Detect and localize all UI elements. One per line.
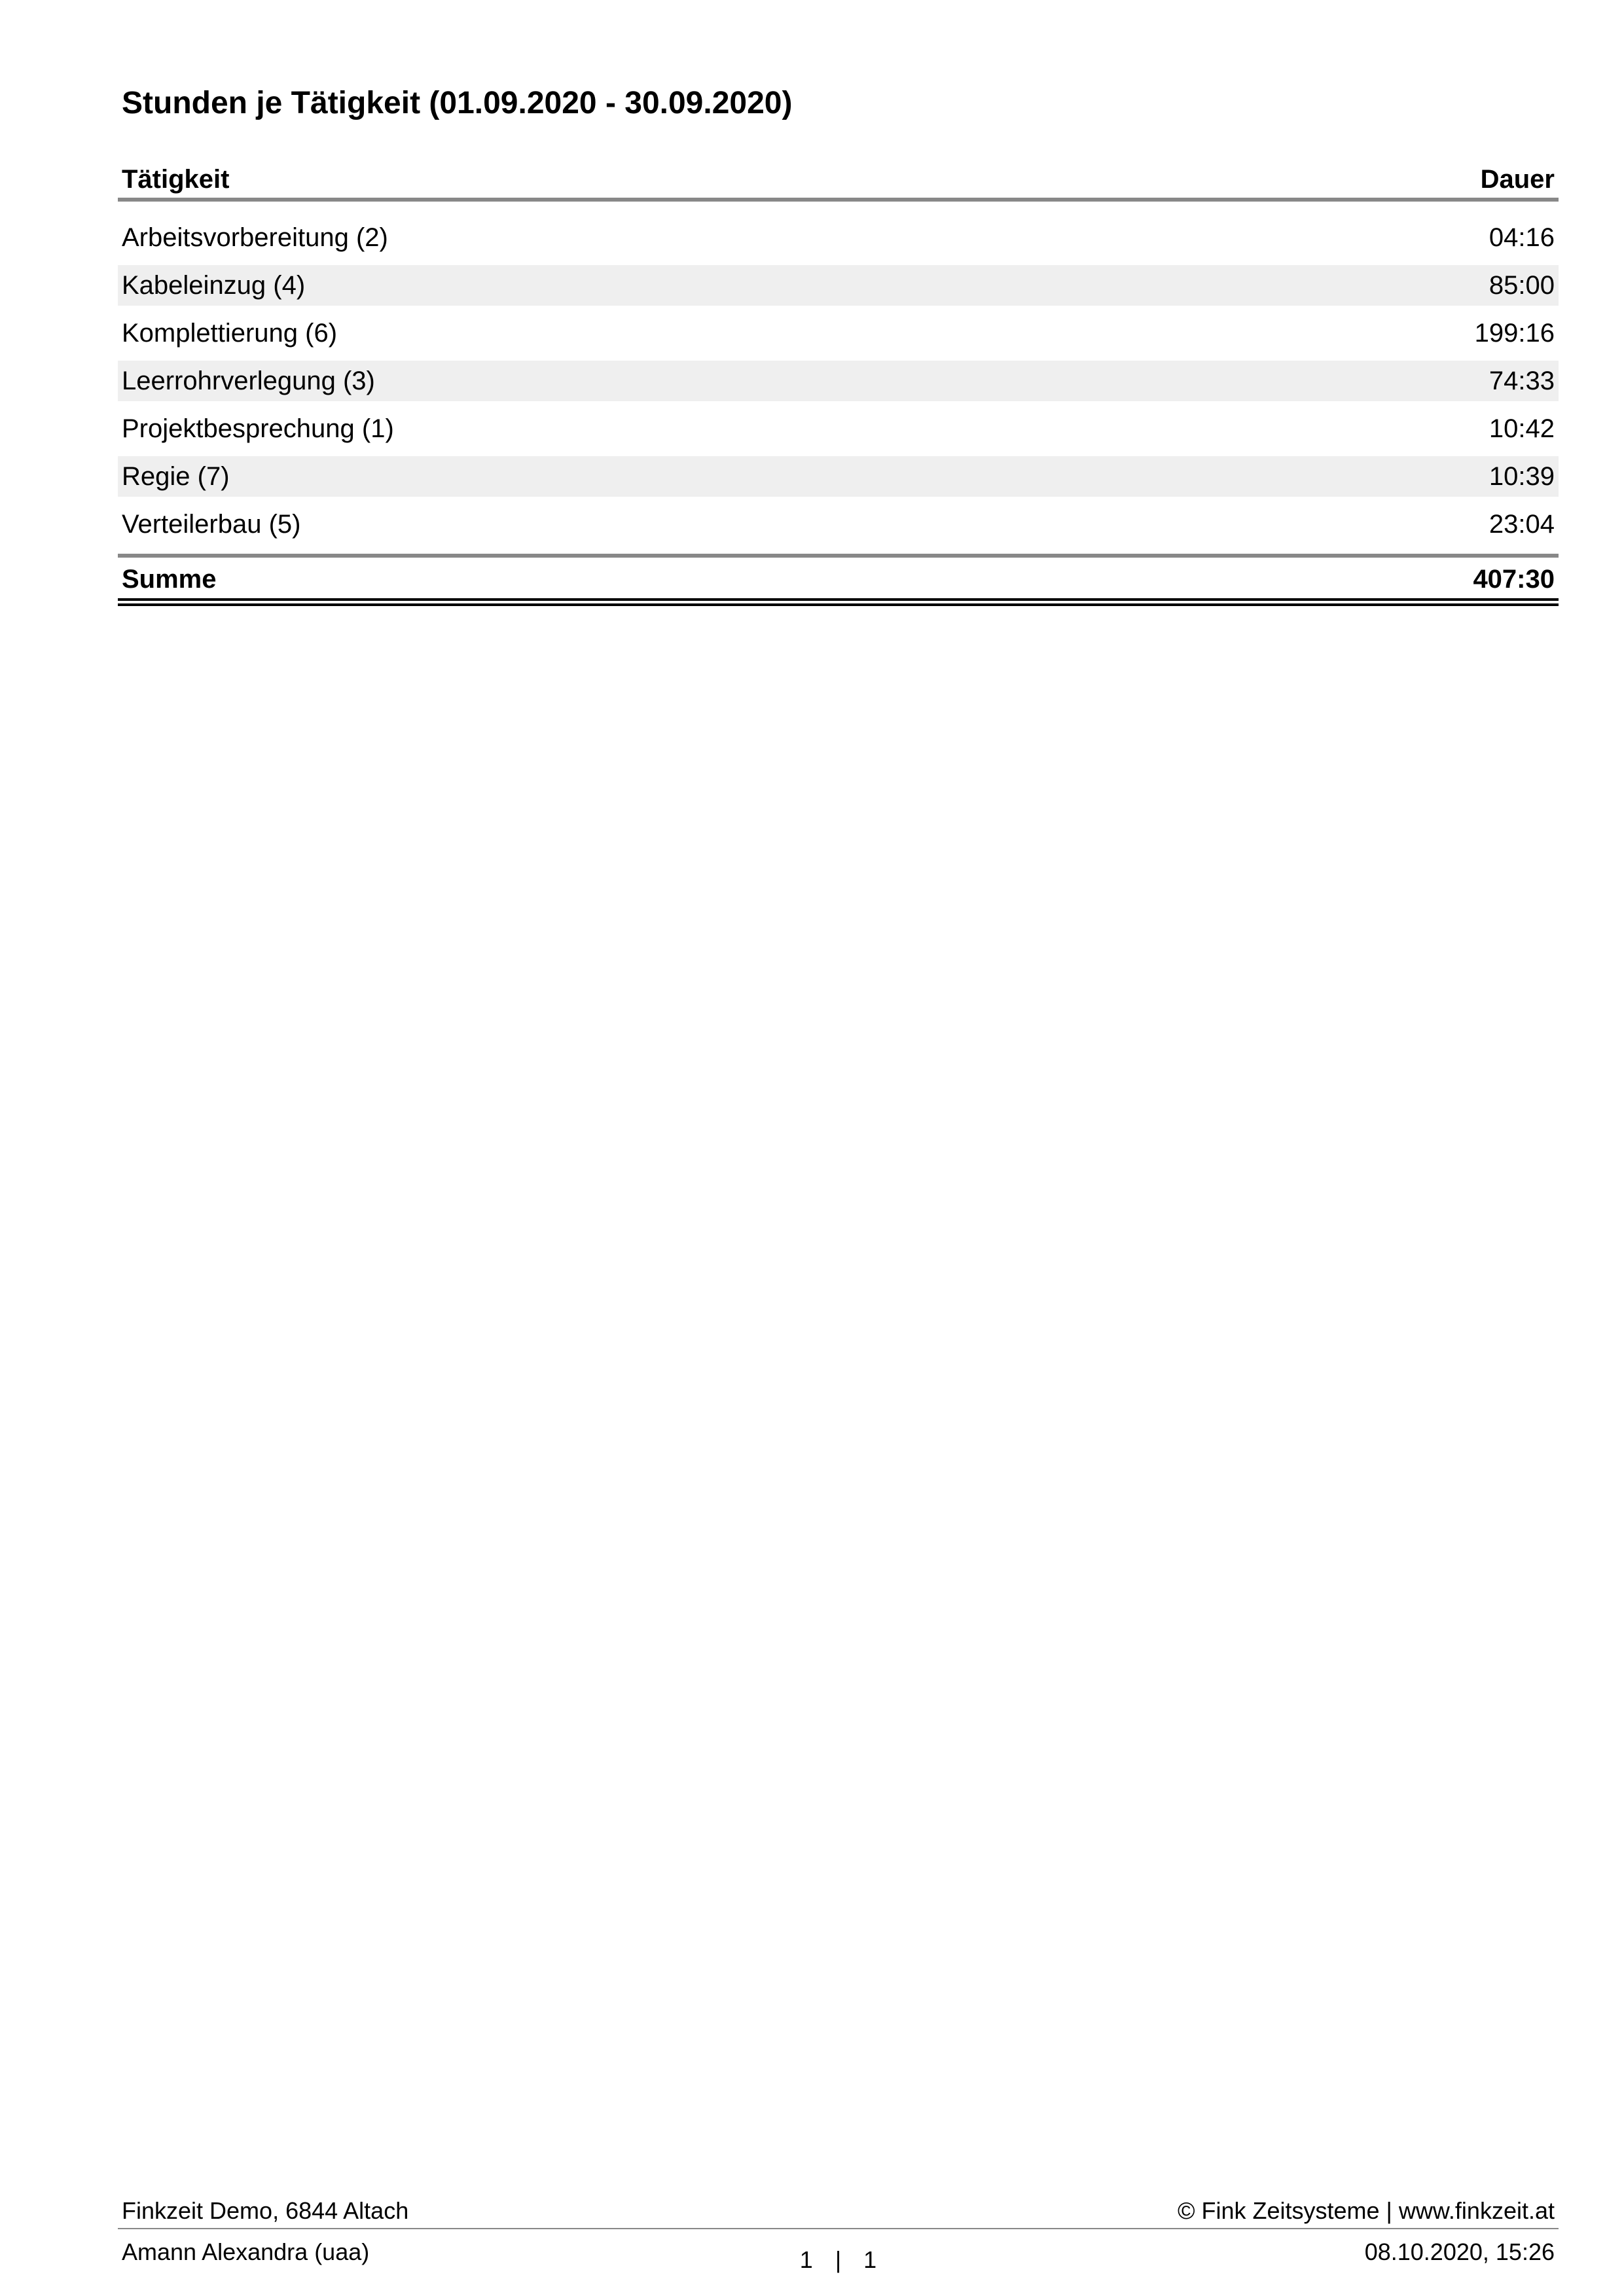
table-row xyxy=(118,456,1559,497)
table-row xyxy=(118,217,1559,258)
table-row xyxy=(118,265,1559,306)
total-divider xyxy=(118,554,1559,558)
table-row xyxy=(118,504,1559,545)
table-row xyxy=(118,361,1559,401)
total-double-underline-bottom xyxy=(118,603,1559,606)
row-activity: Kabeleinzug (4) xyxy=(122,271,306,300)
page-total: 1 xyxy=(863,2246,877,2273)
row-duration: 10:39 xyxy=(1489,462,1555,491)
table-header xyxy=(118,161,1559,202)
total-row xyxy=(118,560,1559,598)
page-current: 1 xyxy=(799,2246,813,2273)
header-duration: Dauer xyxy=(1480,165,1555,194)
table-row xyxy=(118,313,1559,353)
total-label: Summe xyxy=(122,565,217,594)
row-duration: 85:00 xyxy=(1489,271,1555,300)
footer-divider xyxy=(118,2228,1559,2229)
row-duration: 23:04 xyxy=(1489,510,1555,539)
footer-user: Amann Alexandra (uaa) xyxy=(122,2238,370,2265)
page-indicator xyxy=(118,2240,1559,2280)
total-duration: 407:30 xyxy=(1473,565,1555,594)
footer-bottom-line xyxy=(118,2232,1559,2272)
row-duration: 74:33 xyxy=(1489,367,1555,395)
row-duration: 199:16 xyxy=(1474,319,1555,348)
page-separator: | xyxy=(835,2246,842,2273)
row-activity: Verteilerbau (5) xyxy=(122,510,301,539)
row-activity: Regie (7) xyxy=(122,462,230,491)
table-row xyxy=(118,408,1559,449)
total-double-underline-top xyxy=(118,598,1559,601)
row-activity: Leerrohrverlegung (3) xyxy=(122,367,375,395)
row-duration: 04:16 xyxy=(1489,223,1555,252)
row-activity: Projektbesprechung (1) xyxy=(122,414,394,443)
footer-top-line xyxy=(118,2194,1559,2228)
row-activity: Komplettierung (6) xyxy=(122,319,338,348)
footer-company: Finkzeit Demo, 6844 Altach xyxy=(122,2197,409,2224)
table-body xyxy=(118,217,1559,555)
row-activity: Arbeitsvorbereitung (2) xyxy=(122,223,388,252)
footer-copyright: © Fink Zeitsysteme | www.finkzeit.at xyxy=(1177,2197,1555,2224)
report-title: Stunden je Tätigkeit (01.09.2020 - 30.09.2020) xyxy=(122,86,793,120)
footer-timestamp: 08.10.2020, 15:26 xyxy=(1364,2238,1555,2265)
row-duration: 10:42 xyxy=(1489,414,1555,443)
header-activity: Tätigkeit xyxy=(122,165,230,194)
